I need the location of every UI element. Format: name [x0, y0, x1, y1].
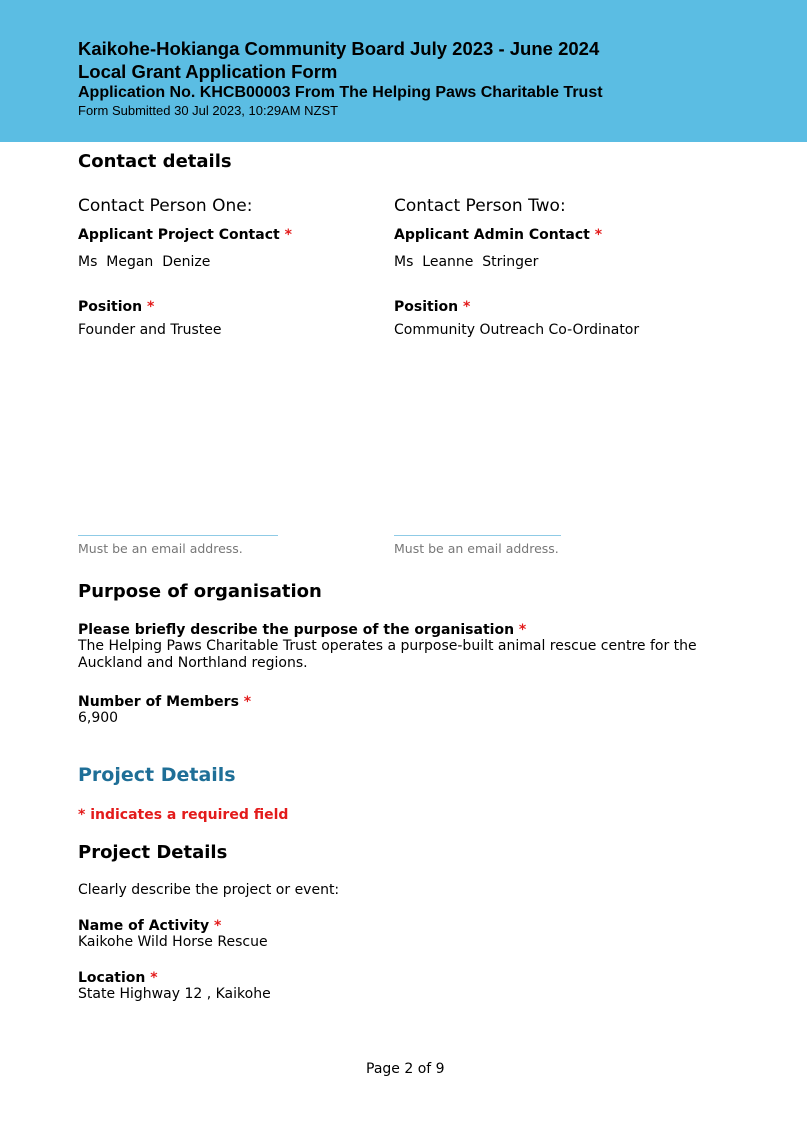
project-contact-label [78, 227, 292, 243]
project-details-heading: Project Details [78, 842, 228, 863]
form-header [0, 0, 807, 142]
required-marker: * [213, 918, 222, 934]
project-details-page-title: Project Details [78, 764, 236, 786]
members-value: 6,900 [78, 710, 119, 726]
location-label [78, 970, 158, 986]
admin-contact-name: Ms Leanne Stringer [394, 254, 539, 270]
required-marker: * [594, 227, 603, 243]
required-marker: * [462, 299, 471, 315]
email-two-underline [394, 535, 561, 536]
email-one-hint: Must be an email address. [78, 541, 243, 556]
location-label-text: Location [78, 970, 146, 986]
purpose-question-text: Please briefly describe the purpose of the organisation [78, 622, 515, 638]
members-label-text: Number of Members [78, 694, 239, 710]
required-marker: * [518, 622, 527, 638]
position-two-label-text: Position [394, 299, 459, 315]
required-marker: * [284, 227, 292, 243]
project-contact-label-text: Applicant Project Contact [78, 227, 280, 243]
position-one-value: Founder and Trustee [78, 322, 222, 338]
application-number: Application No. KHCB00003 From The Helping Paws Charitable Trust [78, 84, 603, 101]
activity-label-text: Name of Activity [78, 918, 210, 934]
location-value: State Highway 12 , Kaikohe [78, 986, 271, 1002]
required-field-note: * indicates a required field [78, 807, 289, 823]
form-title: Kaikohe-Hokianga Community Board July 2023 - June 2024 [78, 38, 600, 59]
email-two-hint: Must be an email address. [394, 541, 559, 556]
purpose-heading: Purpose of organisation [78, 581, 322, 602]
required-marker: * [243, 694, 252, 710]
activity-value: Kaikohe Wild Horse Rescue [78, 934, 268, 950]
members-label [78, 694, 251, 710]
position-one-label-text: Position [78, 299, 143, 315]
admin-contact-label [394, 227, 602, 243]
position-two-label [394, 299, 470, 315]
form-subtitle: Local Grant Application Form [78, 61, 338, 82]
project-intro: Clearly describe the project or event: [78, 882, 340, 898]
page-number: Page 2 of 9 [366, 1061, 445, 1077]
position-one-label [78, 299, 154, 315]
required-marker: * [150, 970, 158, 986]
purpose-question-label [78, 622, 526, 638]
purpose-answer: The Helping Paws Charitable Trust operates a purpose-built animal rescue centre for the Auckland and Northland regions. [78, 638, 697, 671]
required-marker: * [146, 299, 155, 315]
contact-person-one-heading: Contact Person One: [78, 196, 253, 216]
contact-person-two-heading: Contact Person Two: [394, 196, 566, 216]
project-contact-name: Ms Megan Denize [78, 254, 211, 270]
email-one-underline [78, 535, 278, 536]
contact-details-heading: Contact details [78, 151, 232, 172]
admin-contact-label-text: Applicant Admin Contact [394, 227, 590, 243]
submission-timestamp: Form Submitted 30 Jul 2023, 10:29AM NZST [78, 103, 339, 118]
activity-label [78, 918, 221, 934]
position-two-value: Community Outreach Co-Ordinator [394, 322, 640, 338]
